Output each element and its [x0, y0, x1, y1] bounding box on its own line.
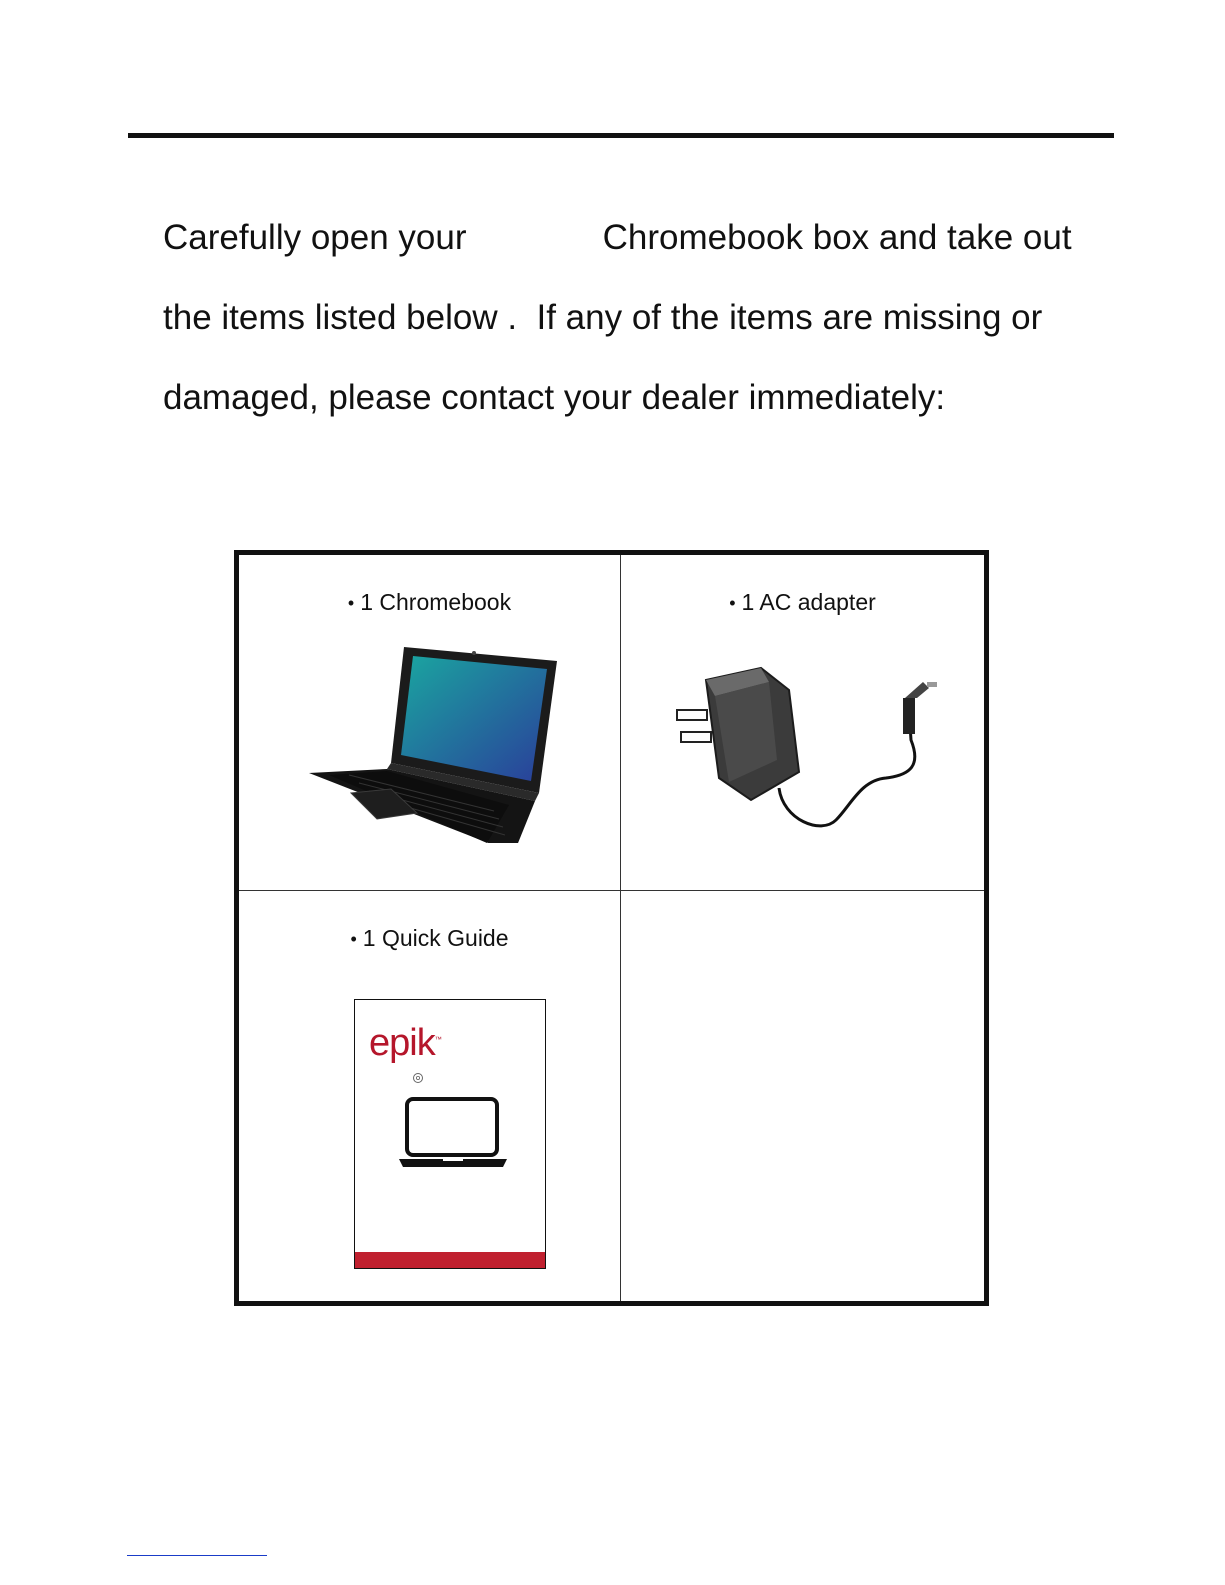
- chrome-logo-icon: [412, 1072, 424, 1084]
- chromebook-laptop-icon: [309, 643, 559, 843]
- intro-line-1: Carefully open your Chromebook box and take out: [163, 218, 1072, 257]
- quick-guide-booklet-icon: [354, 999, 546, 1269]
- cell-ac-adapter: [621, 555, 984, 891]
- cell-chromebook: [239, 555, 621, 891]
- cell-empty: [621, 891, 984, 1301]
- bullet: •: [347, 593, 355, 614]
- item-label-ac-adapter: [621, 589, 984, 616]
- item-label-chromebook: [239, 589, 620, 616]
- top-rule: [128, 133, 1114, 138]
- intro-paragraph: [163, 198, 1103, 438]
- laptop-outline-icon: [397, 1095, 509, 1171]
- bullet: •: [729, 593, 736, 614]
- footer-link-underline: [127, 1555, 267, 1556]
- ac-adapter-icon: [671, 660, 961, 860]
- guide-brand-logo: epik™: [369, 1022, 441, 1064]
- item-text-ac-adapter: 1 AC adapter: [741, 589, 876, 615]
- item-text-quick-guide: 1 Quick Guide: [362, 925, 509, 951]
- bullet: •: [350, 929, 357, 950]
- intro-line-2: the items listed below . If any of the items are missing or: [163, 298, 1043, 337]
- item-label-quick-guide: [239, 925, 620, 952]
- package-contents-table: [234, 550, 989, 1306]
- intro-line-3: damaged, please contact your dealer immediately:: [163, 378, 946, 417]
- item-text-chromebook: 1 Chromebook: [360, 589, 512, 615]
- guide-red-band: [355, 1252, 545, 1268]
- cell-quick-guide: [239, 891, 621, 1301]
